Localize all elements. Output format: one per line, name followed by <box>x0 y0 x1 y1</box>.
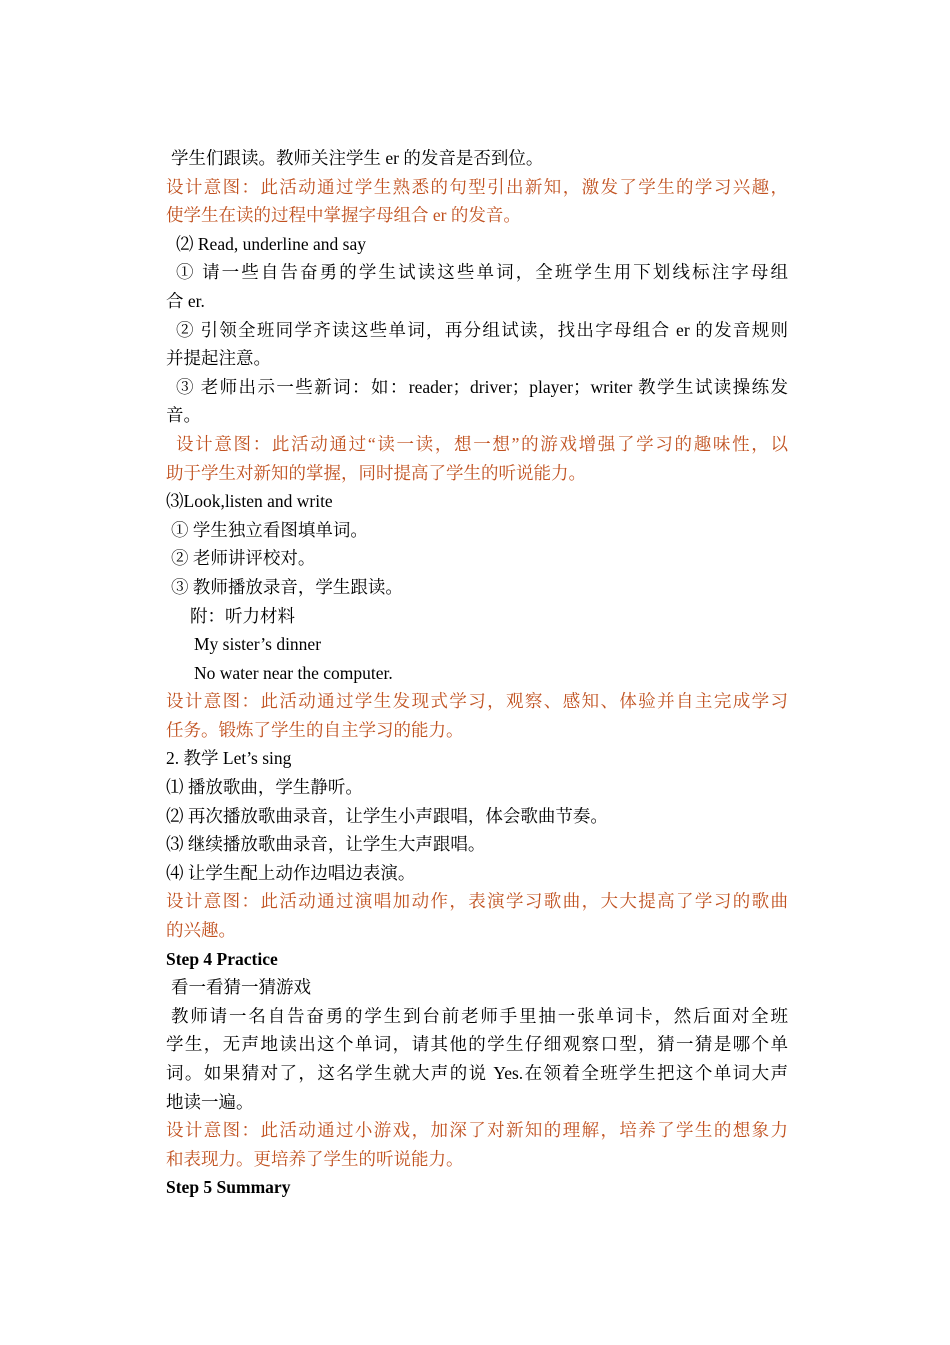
listening-material-label: 附：听力材料 <box>190 605 295 626</box>
document-page <box>166 144 788 1202</box>
design-intent-line: 和表现力。更培养了学生的听说能力。 <box>166 1148 464 1169</box>
activity-title: 看一看猜一猜游戏 <box>171 977 311 998</box>
paragraph-line: 教师请一名自告奋勇的学生到台前老师手里抽一张单词卡，然后面对全班 <box>171 1005 788 1026</box>
list-item: ⑴ 播放歌曲，学生静听。 <box>166 777 363 798</box>
list-item: ⑵ 再次播放歌曲录音，让学生小声跟唱，体会歌曲节奏。 <box>166 805 608 826</box>
list-item: ① 学生独立看图填单词。 <box>171 519 368 540</box>
list-item: ③ 老师出示一些新词：如：reader；driver；player；writer 教学生试读操练发 <box>176 376 788 397</box>
list-item: ② 引领全班同学齐读这些单词，再分组试读，找出字母组合 er 的发音规则 <box>176 319 788 340</box>
section-heading: 2. 教学 Let’s sing <box>166 748 292 769</box>
step-heading: Step 4 Practice <box>166 948 278 969</box>
design-intent-line: 设计意图：此活动通过小游戏，加深了对新知的理解，培养了学生的想象力 <box>166 1120 788 1141</box>
subsection-heading: ⑶Look,listen and write <box>166 491 333 512</box>
list-item-continuation: 合 er. <box>166 290 205 311</box>
list-item: ① 请一些自告奋勇的学生试读这些单词，全班学生用下划线标注字母组 <box>176 262 788 283</box>
listening-material-line: My sister’s dinner <box>194 634 322 655</box>
subsection-heading: ⑵ Read, underline and say <box>176 233 367 254</box>
design-intent-line: 助于学生对新知的掌握，同时提高了学生的听说能力。 <box>166 462 586 483</box>
paragraph-line: 地读一遍。 <box>166 1091 254 1112</box>
list-item: ② 老师讲评校对。 <box>171 548 316 569</box>
design-intent-line: 设计意图：此活动通过学生发现式学习，观察、感知、体验并自主完成学习 <box>166 691 788 712</box>
design-intent-line: 设计意图：此活动通过演唱加动作，表演学习歌曲，大大提高了学习的歌曲 <box>166 891 788 912</box>
step-heading: Step 5 Summary <box>166 1177 291 1198</box>
design-intent-line: 设计意图：此活动通过“读一读，想一想”的游戏增强了学习的趣味性，以 <box>176 433 788 454</box>
list-item: ③ 教师播放录音，学生跟读。 <box>171 576 403 597</box>
design-intent-line: 设计意图：此活动通过学生熟悉的句型引出新知，激发了学生的学习兴趣， <box>166 176 788 197</box>
list-item-continuation: 并提起注意。 <box>166 348 271 369</box>
design-intent-line: 的兴趣。 <box>166 920 236 941</box>
list-item: ⑷ 让学生配上动作边唱边表演。 <box>166 862 416 883</box>
listening-material-line: No water near the computer. <box>194 662 393 683</box>
design-intent-line: 使学生在读的过程中掌握字母组合 er 的发音。 <box>166 205 521 226</box>
paragraph-line: 学生，无声地读出这个单词，请其他的学生仔细观察口型，猜一猜是哪个单 <box>166 1034 788 1055</box>
design-intent-line: 任务。锻炼了学生的自主学习的能力。 <box>166 719 464 740</box>
list-item-continuation: 音。 <box>166 405 201 426</box>
paragraph-line: 词。如果猜对了，这名学生就大声的说 Yes.在领着全班学生把这个单词大声 <box>166 1063 788 1083</box>
list-item: ⑶ 继续播放歌曲录音，让学生大声跟唱。 <box>166 834 486 855</box>
paragraph-line: 学生们跟读。教师关注学生 er 的发音是否到位。 <box>171 148 544 168</box>
